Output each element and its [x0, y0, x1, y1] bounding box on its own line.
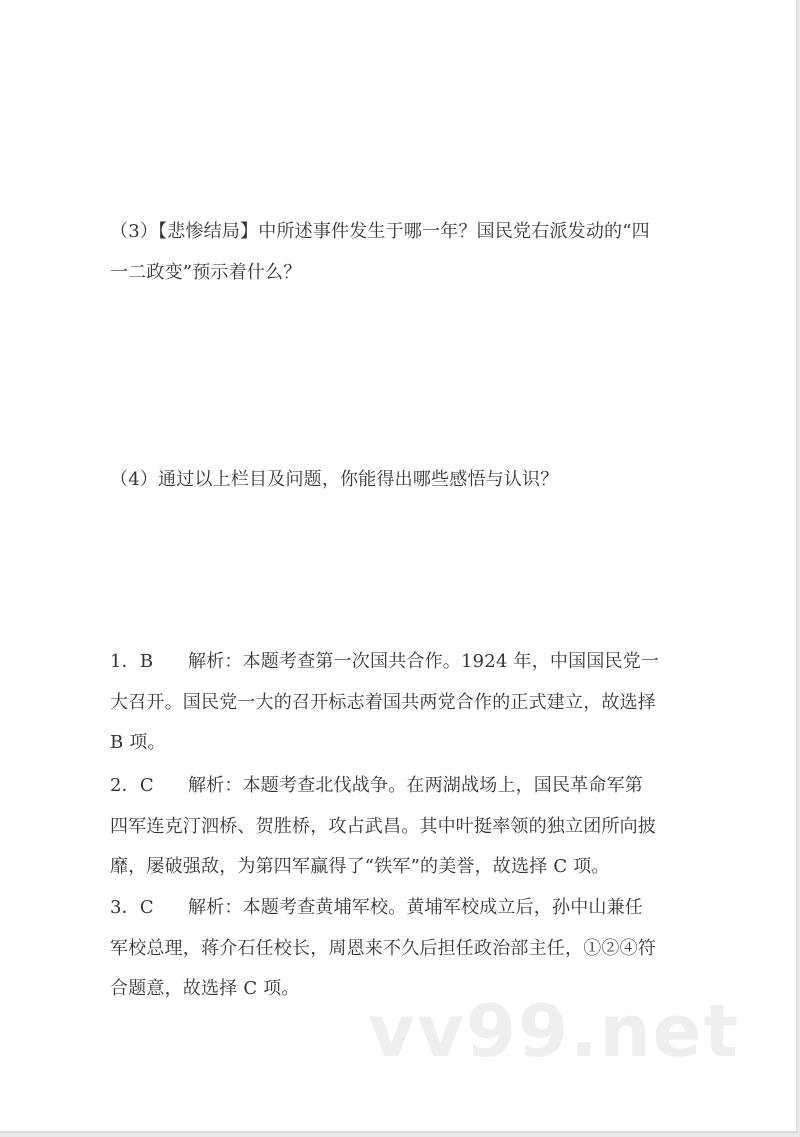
question-4-line-1: （4）通过以上栏目及问题，你能得出哪些感悟与认识？	[110, 469, 559, 490]
answer-3-text: 解析：本题考查黄埔军校。黄埔军校成立后，孙中山兼任	[188, 897, 643, 918]
answer-1-line-2: 大召开。国民党一大的召开标志着国共两党合作的正式建立，故选择	[110, 691, 656, 713]
answer-2	[110, 766, 688, 888]
answer-1-line-1	[110, 642, 688, 683]
question-4	[110, 460, 688, 501]
answer-3-line-2: 军校总理，蒋介石任校长，周恩来不久后担任政治部主任，①②④符	[110, 937, 656, 959]
answer-1-text: 解析：本题考查第一次国共合作。1924 年，中国国民党一	[188, 651, 660, 672]
answer-3-line-1	[110, 888, 688, 929]
answer-3-line-3: 合题意，故选择 C 项。	[110, 978, 300, 999]
answer-1-line-3: B 项。	[110, 732, 166, 753]
watermark: vv99.net	[368, 989, 740, 1073]
answer-2-line-1	[110, 766, 688, 807]
question-3-line-1: （3）【悲惨结局】中所述事件发生于哪一年？国民党右派发动的“四	[110, 221, 650, 242]
answer-1-number: 1．B	[110, 651, 154, 672]
answer-2-line-2: 四军连克汀泗桥、贺胜桥，攻占武昌。其中叶挺率领的独立团所向披	[110, 815, 656, 837]
answer-2-text: 解析：本题考查北伐战争。在两湖战场上，国民革命军第	[188, 775, 643, 796]
question-3	[110, 212, 688, 293]
answer-3-number: 3．C	[110, 897, 154, 918]
answer-1	[110, 642, 688, 764]
answer-2-line-3: 靡，屡破强敌，为第四军赢得了“铁军”的美誉，故选择 C 项。	[110, 856, 610, 877]
answer-2-number: 2．C	[110, 775, 154, 796]
question-3-line-2: 一二政变”预示着什么？	[110, 261, 302, 283]
